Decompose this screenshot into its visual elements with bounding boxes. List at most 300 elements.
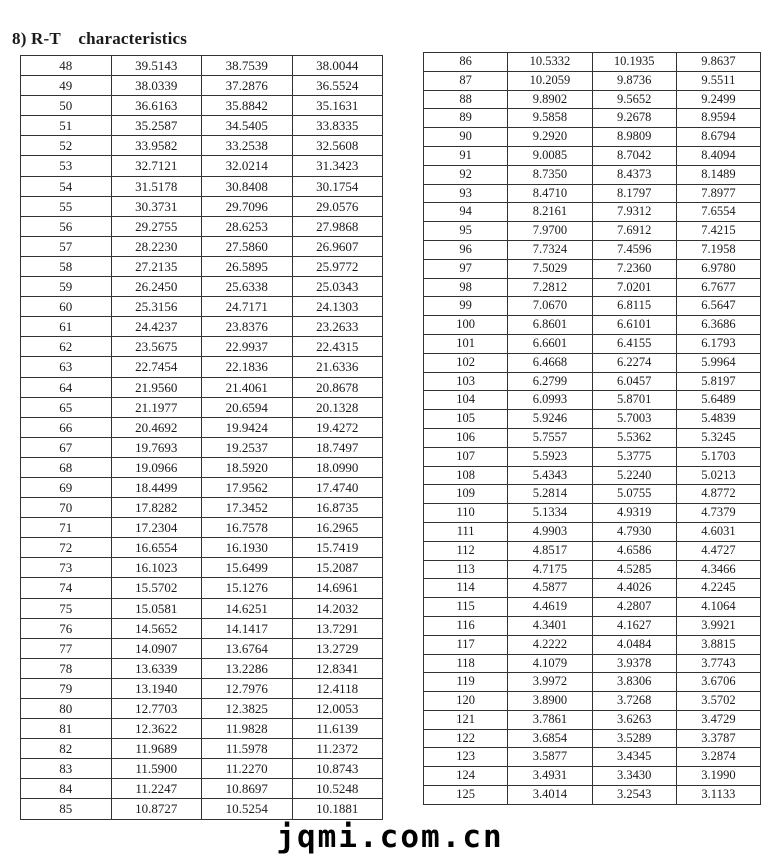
resistance-cell: 25.9772 xyxy=(292,256,383,276)
table-row xyxy=(424,598,761,617)
resistance-cell: 30.8408 xyxy=(202,176,293,196)
table-row xyxy=(21,196,383,216)
resistance-cell: 10.8727 xyxy=(111,799,202,819)
table-row xyxy=(21,317,383,337)
resistance-cell: 16.6554 xyxy=(111,538,202,558)
resistance-cell: 8.1489 xyxy=(676,165,760,184)
resistance-cell: 5.0213 xyxy=(676,466,760,485)
temperature-cell: 123 xyxy=(424,748,508,767)
resistance-cell: 6.6601 xyxy=(508,334,592,353)
table-row xyxy=(424,748,761,767)
resistance-cell: 20.8678 xyxy=(292,377,383,397)
temperature-cell: 52 xyxy=(21,136,112,156)
resistance-cell: 22.7454 xyxy=(111,357,202,377)
resistance-cell: 3.9972 xyxy=(508,673,592,692)
resistance-cell: 3.8306 xyxy=(592,673,676,692)
resistance-cell: 7.8977 xyxy=(676,184,760,203)
resistance-cell: 11.2270 xyxy=(202,759,293,779)
resistance-cell: 29.7096 xyxy=(202,196,293,216)
rt-table-left xyxy=(20,55,383,820)
temperature-cell: 78 xyxy=(21,658,112,678)
resistance-cell: 15.0581 xyxy=(111,598,202,618)
table-row xyxy=(21,739,383,759)
resistance-cell: 3.4729 xyxy=(676,710,760,729)
resistance-cell: 11.5978 xyxy=(202,739,293,759)
table-row xyxy=(21,176,383,196)
resistance-cell: 3.2543 xyxy=(592,786,676,805)
resistance-cell: 4.1079 xyxy=(508,654,592,673)
temperature-cell: 54 xyxy=(21,176,112,196)
table-row xyxy=(424,297,761,316)
table-row xyxy=(21,216,383,236)
resistance-cell: 4.4727 xyxy=(676,541,760,560)
resistance-cell: 5.3775 xyxy=(592,447,676,466)
resistance-cell: 8.9594 xyxy=(676,109,760,128)
temperature-cell: 100 xyxy=(424,316,508,335)
temperature-cell: 101 xyxy=(424,334,508,353)
resistance-cell: 9.2920 xyxy=(508,128,592,147)
resistance-cell: 4.1064 xyxy=(676,598,760,617)
table-row xyxy=(21,699,383,719)
resistance-cell: 7.2360 xyxy=(592,259,676,278)
table-row xyxy=(21,96,383,116)
table-row xyxy=(21,779,383,799)
resistance-cell: 16.8735 xyxy=(292,498,383,518)
table-row xyxy=(21,397,383,417)
resistance-cell: 27.5860 xyxy=(202,236,293,256)
table-row xyxy=(424,729,761,748)
table-row xyxy=(424,786,761,805)
temperature-cell: 83 xyxy=(21,759,112,779)
resistance-cell: 3.7743 xyxy=(676,654,760,673)
temperature-cell: 48 xyxy=(21,56,112,76)
table-row xyxy=(424,541,761,560)
resistance-cell: 8.2161 xyxy=(508,203,592,222)
resistance-cell: 33.9582 xyxy=(111,136,202,156)
table-row xyxy=(21,297,383,317)
resistance-cell: 21.6336 xyxy=(292,357,383,377)
table-row xyxy=(424,579,761,598)
temperature-cell: 67 xyxy=(21,437,112,457)
resistance-cell: 5.4343 xyxy=(508,466,592,485)
resistance-cell: 14.0907 xyxy=(111,638,202,658)
resistance-cell: 5.4839 xyxy=(676,410,760,429)
resistance-cell: 5.9964 xyxy=(676,353,760,372)
temperature-cell: 102 xyxy=(424,353,508,372)
table-row xyxy=(21,518,383,538)
resistance-cell: 14.1417 xyxy=(202,618,293,638)
resistance-cell: 6.1793 xyxy=(676,334,760,353)
resistance-cell: 18.5920 xyxy=(202,457,293,477)
resistance-cell: 16.2965 xyxy=(292,518,383,538)
resistance-cell: 11.9828 xyxy=(202,719,293,739)
table-row xyxy=(424,90,761,109)
resistance-cell: 7.4215 xyxy=(676,222,760,241)
table-row xyxy=(21,437,383,457)
temperature-cell: 68 xyxy=(21,457,112,477)
resistance-cell: 8.6794 xyxy=(676,128,760,147)
temperature-cell: 70 xyxy=(21,498,112,518)
resistance-cell: 13.2729 xyxy=(292,638,383,658)
temperature-cell: 99 xyxy=(424,297,508,316)
resistance-cell: 11.6139 xyxy=(292,719,383,739)
resistance-cell: 32.7121 xyxy=(111,156,202,176)
temperature-cell: 74 xyxy=(21,578,112,598)
resistance-cell: 6.8115 xyxy=(592,297,676,316)
resistance-cell: 6.2799 xyxy=(508,372,592,391)
table-row xyxy=(21,759,383,779)
watermark-text: jqmi.com.cn xyxy=(276,819,504,855)
temperature-cell: 118 xyxy=(424,654,508,673)
resistance-cell: 4.4619 xyxy=(508,598,592,617)
resistance-cell: 4.7379 xyxy=(676,504,760,523)
resistance-cell: 3.5702 xyxy=(676,692,760,711)
resistance-cell: 9.2499 xyxy=(676,90,760,109)
table-row xyxy=(21,598,383,618)
resistance-cell: 10.8743 xyxy=(292,759,383,779)
resistance-cell: 9.8637 xyxy=(676,53,760,72)
resistance-cell: 19.7693 xyxy=(111,437,202,457)
resistance-cell: 17.4740 xyxy=(292,477,383,497)
resistance-cell: 25.0343 xyxy=(292,277,383,297)
resistance-cell: 6.4155 xyxy=(592,334,676,353)
table-row xyxy=(424,692,761,711)
resistance-cell: 30.3731 xyxy=(111,196,202,216)
resistance-cell: 5.1703 xyxy=(676,447,760,466)
temperature-cell: 109 xyxy=(424,485,508,504)
table-row xyxy=(424,278,761,297)
resistance-cell: 9.5652 xyxy=(592,90,676,109)
table-row xyxy=(424,635,761,654)
temperature-cell: 66 xyxy=(21,417,112,437)
resistance-cell: 3.1990 xyxy=(676,767,760,786)
resistance-cell: 9.8736 xyxy=(592,71,676,90)
resistance-cell: 28.6253 xyxy=(202,216,293,236)
temperature-cell: 124 xyxy=(424,767,508,786)
resistance-cell: 8.9809 xyxy=(592,128,676,147)
resistance-cell: 4.7930 xyxy=(592,522,676,541)
temperature-cell: 53 xyxy=(21,156,112,176)
table-row xyxy=(21,498,383,518)
resistance-cell: 28.2230 xyxy=(111,236,202,256)
temperature-cell: 117 xyxy=(424,635,508,654)
resistance-cell: 4.7175 xyxy=(508,560,592,579)
temperature-cell: 120 xyxy=(424,692,508,711)
resistance-cell: 6.7677 xyxy=(676,278,760,297)
resistance-cell: 17.3452 xyxy=(202,498,293,518)
resistance-cell: 24.4237 xyxy=(111,317,202,337)
resistance-cell: 5.8197 xyxy=(676,372,760,391)
temperature-cell: 81 xyxy=(21,719,112,739)
table-row xyxy=(424,128,761,147)
resistance-cell: 3.9921 xyxy=(676,616,760,635)
resistance-cell: 7.6912 xyxy=(592,222,676,241)
resistance-cell: 21.1977 xyxy=(111,397,202,417)
temperature-cell: 97 xyxy=(424,259,508,278)
resistance-cell: 38.0339 xyxy=(111,76,202,96)
resistance-cell: 17.9562 xyxy=(202,477,293,497)
resistance-cell: 21.9560 xyxy=(111,377,202,397)
resistance-cell: 31.3423 xyxy=(292,156,383,176)
table-row xyxy=(424,522,761,541)
table-row xyxy=(21,136,383,156)
page-title: 8) R-T characteristics xyxy=(12,29,188,48)
resistance-cell: 3.8900 xyxy=(508,692,592,711)
temperature-cell: 106 xyxy=(424,428,508,447)
resistance-cell: 12.3825 xyxy=(202,699,293,719)
resistance-cell: 14.6251 xyxy=(202,598,293,618)
resistance-cell: 11.2372 xyxy=(292,739,383,759)
rt-table-right xyxy=(423,52,761,805)
temperature-cell: 87 xyxy=(424,71,508,90)
resistance-cell: 18.4499 xyxy=(111,477,202,497)
table-row xyxy=(424,410,761,429)
table-row xyxy=(424,109,761,128)
table-row xyxy=(21,578,383,598)
resistance-cell: 18.0990 xyxy=(292,457,383,477)
resistance-cell: 19.9424 xyxy=(202,417,293,437)
temperature-cell: 94 xyxy=(424,203,508,222)
resistance-cell: 8.7350 xyxy=(508,165,592,184)
resistance-cell: 11.2247 xyxy=(111,779,202,799)
resistance-cell: 16.7578 xyxy=(202,518,293,538)
resistance-cell: 20.4692 xyxy=(111,417,202,437)
table-row xyxy=(424,71,761,90)
resistance-cell: 7.4596 xyxy=(592,240,676,259)
table-row xyxy=(21,477,383,497)
table-row xyxy=(424,654,761,673)
resistance-cell: 33.8335 xyxy=(292,116,383,136)
resistance-cell: 33.2538 xyxy=(202,136,293,156)
resistance-cell: 23.5675 xyxy=(111,337,202,357)
temperature-cell: 63 xyxy=(21,357,112,377)
resistance-cell: 23.2633 xyxy=(292,317,383,337)
table-row xyxy=(21,256,383,276)
resistance-cell: 12.0053 xyxy=(292,699,383,719)
resistance-cell: 10.1935 xyxy=(592,53,676,72)
temperature-cell: 82 xyxy=(21,739,112,759)
resistance-cell: 3.5877 xyxy=(508,748,592,767)
resistance-cell: 35.1631 xyxy=(292,96,383,116)
resistance-cell: 31.5178 xyxy=(111,176,202,196)
resistance-cell: 25.3156 xyxy=(111,297,202,317)
table-row xyxy=(21,357,383,377)
resistance-cell: 5.1334 xyxy=(508,504,592,523)
resistance-cell: 4.6031 xyxy=(676,522,760,541)
table-row xyxy=(21,76,383,96)
resistance-cell: 12.7976 xyxy=(202,678,293,698)
temperature-cell: 98 xyxy=(424,278,508,297)
resistance-cell: 23.8376 xyxy=(202,317,293,337)
resistance-cell: 3.2874 xyxy=(676,748,760,767)
resistance-cell: 3.7861 xyxy=(508,710,592,729)
temperature-cell: 122 xyxy=(424,729,508,748)
resistance-cell: 29.0576 xyxy=(292,196,383,216)
resistance-cell: 15.2087 xyxy=(292,558,383,578)
resistance-cell: 4.6586 xyxy=(592,541,676,560)
resistance-cell: 15.5702 xyxy=(111,578,202,598)
resistance-cell: 5.5923 xyxy=(508,447,592,466)
resistance-cell: 5.9246 xyxy=(508,410,592,429)
resistance-cell: 9.2678 xyxy=(592,109,676,128)
resistance-cell: 22.1836 xyxy=(202,357,293,377)
table-row xyxy=(21,156,383,176)
temperature-cell: 107 xyxy=(424,447,508,466)
temperature-cell: 73 xyxy=(21,558,112,578)
resistance-cell: 7.7324 xyxy=(508,240,592,259)
resistance-cell: 4.1627 xyxy=(592,616,676,635)
resistance-cell: 3.4014 xyxy=(508,786,592,805)
resistance-cell: 10.5248 xyxy=(292,779,383,799)
resistance-cell: 36.5524 xyxy=(292,76,383,96)
resistance-cell: 13.6339 xyxy=(111,658,202,678)
temperature-cell: 55 xyxy=(21,196,112,216)
resistance-cell: 5.3245 xyxy=(676,428,760,447)
temperature-cell: 85 xyxy=(21,799,112,819)
resistance-cell: 6.9780 xyxy=(676,259,760,278)
temperature-cell: 57 xyxy=(21,236,112,256)
table-row xyxy=(424,146,761,165)
resistance-cell: 3.4931 xyxy=(508,767,592,786)
resistance-cell: 37.2876 xyxy=(202,76,293,96)
resistance-cell: 22.9937 xyxy=(202,337,293,357)
resistance-cell: 9.5858 xyxy=(508,109,592,128)
resistance-cell: 16.1930 xyxy=(202,538,293,558)
temperature-cell: 110 xyxy=(424,504,508,523)
table-row xyxy=(424,353,761,372)
resistance-cell: 6.5647 xyxy=(676,297,760,316)
temperature-cell: 65 xyxy=(21,397,112,417)
temperature-cell: 125 xyxy=(424,786,508,805)
temperature-cell: 59 xyxy=(21,277,112,297)
resistance-cell: 4.2245 xyxy=(676,579,760,598)
temperature-cell: 62 xyxy=(21,337,112,357)
resistance-cell: 12.7703 xyxy=(111,699,202,719)
temperature-cell: 58 xyxy=(21,256,112,276)
temperature-cell: 121 xyxy=(424,710,508,729)
resistance-cell: 12.4118 xyxy=(292,678,383,698)
resistance-cell: 5.2814 xyxy=(508,485,592,504)
resistance-cell: 5.0755 xyxy=(592,485,676,504)
resistance-cell: 3.7268 xyxy=(592,692,676,711)
table-row xyxy=(21,236,383,256)
resistance-cell: 3.6263 xyxy=(592,710,676,729)
resistance-cell: 26.2450 xyxy=(111,277,202,297)
resistance-cell: 10.2059 xyxy=(508,71,592,90)
resistance-cell: 8.4094 xyxy=(676,146,760,165)
resistance-cell: 3.6854 xyxy=(508,729,592,748)
resistance-cell: 27.9868 xyxy=(292,216,383,236)
resistance-cell: 38.0044 xyxy=(292,56,383,76)
temperature-cell: 88 xyxy=(424,90,508,109)
resistance-cell: 3.3787 xyxy=(676,729,760,748)
resistance-cell: 6.8601 xyxy=(508,316,592,335)
temperature-cell: 93 xyxy=(424,184,508,203)
resistance-cell: 7.9312 xyxy=(592,203,676,222)
resistance-cell: 5.8701 xyxy=(592,391,676,410)
rt-table-right-container xyxy=(423,52,761,805)
resistance-cell: 11.5900 xyxy=(111,759,202,779)
temperature-cell: 116 xyxy=(424,616,508,635)
temperature-cell: 103 xyxy=(424,372,508,391)
resistance-cell: 14.2032 xyxy=(292,598,383,618)
resistance-cell: 4.8772 xyxy=(676,485,760,504)
table-row xyxy=(21,538,383,558)
table-row xyxy=(21,719,383,739)
temperature-cell: 95 xyxy=(424,222,508,241)
temperature-cell: 76 xyxy=(21,618,112,638)
table-row xyxy=(21,558,383,578)
table-row xyxy=(424,259,761,278)
resistance-cell: 8.4373 xyxy=(592,165,676,184)
resistance-cell: 12.3622 xyxy=(111,719,202,739)
table-row xyxy=(21,116,383,136)
resistance-cell: 10.5332 xyxy=(508,53,592,72)
temperature-cell: 56 xyxy=(21,216,112,236)
resistance-cell: 26.9607 xyxy=(292,236,383,256)
temperature-cell: 51 xyxy=(21,116,112,136)
table-row xyxy=(21,417,383,437)
table-row xyxy=(21,277,383,297)
resistance-cell: 39.5143 xyxy=(111,56,202,76)
resistance-cell: 38.7539 xyxy=(202,56,293,76)
resistance-cell: 6.3686 xyxy=(676,316,760,335)
rt-table-left-container xyxy=(20,55,383,820)
resistance-cell: 20.6594 xyxy=(202,397,293,417)
table-row xyxy=(21,618,383,638)
resistance-cell: 9.8902 xyxy=(508,90,592,109)
resistance-cell: 4.5877 xyxy=(508,579,592,598)
table-row xyxy=(424,560,761,579)
table-row xyxy=(424,391,761,410)
table-row xyxy=(424,710,761,729)
table-row xyxy=(424,673,761,692)
temperature-cell: 61 xyxy=(21,317,112,337)
resistance-cell: 15.7419 xyxy=(292,538,383,558)
temperature-cell: 96 xyxy=(424,240,508,259)
temperature-cell: 86 xyxy=(424,53,508,72)
resistance-cell: 17.8282 xyxy=(111,498,202,518)
resistance-cell: 4.8517 xyxy=(508,541,592,560)
table-row xyxy=(21,678,383,698)
resistance-cell: 13.6764 xyxy=(202,638,293,658)
resistance-cell: 6.2274 xyxy=(592,353,676,372)
table-row xyxy=(21,638,383,658)
temperature-cell: 114 xyxy=(424,579,508,598)
temperature-cell: 60 xyxy=(21,297,112,317)
resistance-cell: 10.8697 xyxy=(202,779,293,799)
temperature-cell: 79 xyxy=(21,678,112,698)
resistance-cell: 19.0966 xyxy=(111,457,202,477)
table-row xyxy=(424,203,761,222)
resistance-cell: 4.2222 xyxy=(508,635,592,654)
resistance-cell: 18.7497 xyxy=(292,437,383,457)
temperature-cell: 90 xyxy=(424,128,508,147)
resistance-cell: 3.3430 xyxy=(592,767,676,786)
table-row xyxy=(424,316,761,335)
temperature-cell: 89 xyxy=(424,109,508,128)
resistance-cell: 32.5608 xyxy=(292,136,383,156)
resistance-cell: 19.2537 xyxy=(202,437,293,457)
resistance-cell: 9.5511 xyxy=(676,71,760,90)
temperature-cell: 112 xyxy=(424,541,508,560)
resistance-cell: 4.3466 xyxy=(676,560,760,579)
table-row xyxy=(424,767,761,786)
resistance-cell: 24.1303 xyxy=(292,297,383,317)
table-row xyxy=(424,447,761,466)
temperature-cell: 77 xyxy=(21,638,112,658)
resistance-cell: 5.5362 xyxy=(592,428,676,447)
